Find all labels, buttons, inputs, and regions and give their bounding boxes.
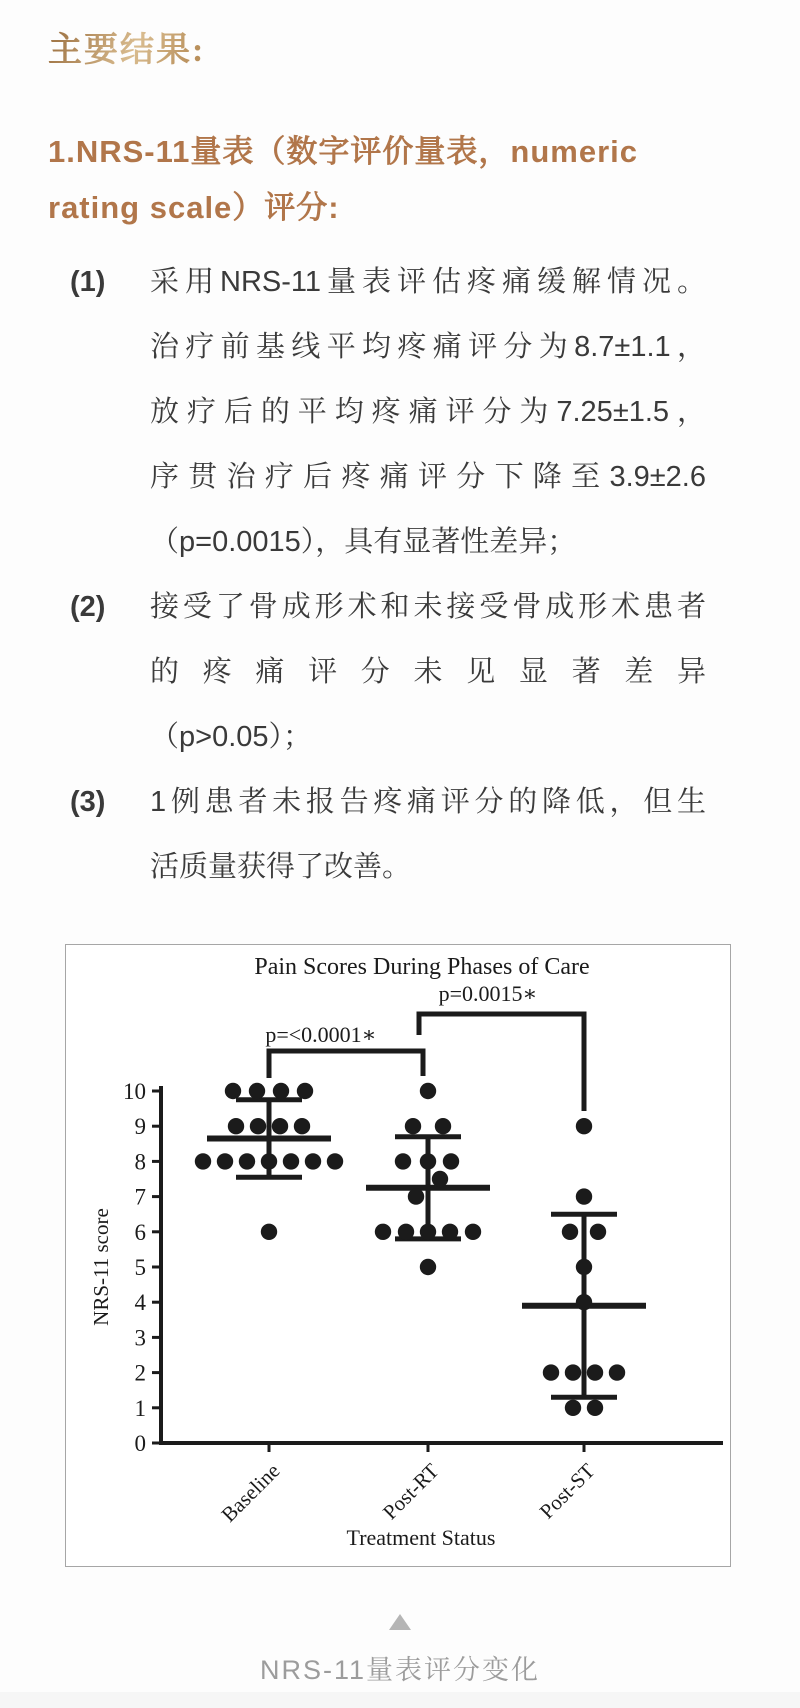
list-marker: (3) xyxy=(70,786,106,818)
scatter-dot xyxy=(420,1224,436,1240)
scatter-dot xyxy=(576,1259,592,1275)
list-line: 1例患者未报告疼痛评分的降低，但生 xyxy=(150,786,706,818)
results-list xyxy=(70,250,706,900)
heading-line-2: rating scale）评分: xyxy=(48,190,340,225)
list-item xyxy=(70,575,706,770)
list-line: 接受了骨成形术和未接受骨成形术患者 xyxy=(150,591,706,623)
scatter-dot xyxy=(565,1364,581,1380)
significance-bracket xyxy=(419,1014,584,1111)
p-value-label: p=<0.0001∗ xyxy=(265,1022,377,1047)
list-item xyxy=(70,770,706,900)
scatter-dot xyxy=(420,1083,436,1099)
scatter-dot xyxy=(576,1294,592,1310)
x-axis-title: Treatment Status xyxy=(346,1525,496,1550)
scatter-dot xyxy=(375,1224,391,1240)
scatter-dot xyxy=(432,1171,448,1187)
scatter-dot xyxy=(195,1153,211,1169)
scatter-dot xyxy=(228,1118,244,1134)
heading-nrs11 xyxy=(48,124,758,236)
scatter-dot xyxy=(420,1153,436,1169)
scatter-dot xyxy=(272,1118,288,1134)
scatter-dot xyxy=(587,1400,603,1416)
list-line: 序贯治疗后疼痛评分下降至3.9±2.6 xyxy=(150,461,706,493)
scatter-dot xyxy=(587,1364,603,1380)
scatter-dot xyxy=(327,1153,343,1169)
scatter-dot xyxy=(398,1224,414,1240)
scatter-dot xyxy=(609,1364,625,1380)
y-tick-label: 9 xyxy=(134,1114,146,1140)
scatter-dot xyxy=(283,1153,299,1169)
scatter-dot xyxy=(420,1259,436,1275)
y-tick-label: 10 xyxy=(123,1079,146,1104)
x-tick-label: Baseline xyxy=(216,1458,285,1527)
heading-line-1: 1.NRS-11量表（数字评价量表，numeric xyxy=(48,134,638,169)
scatter-dot xyxy=(261,1153,277,1169)
y-tick-label: 4 xyxy=(134,1290,146,1316)
y-tick-label: 0 xyxy=(134,1431,146,1456)
y-tick-label: 8 xyxy=(134,1149,146,1175)
significance-bracket xyxy=(269,1051,423,1078)
scatter-dot xyxy=(443,1153,459,1169)
scatter-dot xyxy=(217,1153,233,1169)
scatter-dot xyxy=(395,1153,411,1169)
pain-scores-chart xyxy=(66,945,730,1566)
scatter-dot xyxy=(294,1118,310,1134)
list-line: 治疗前基线平均疼痛评分为8.7±1.1， xyxy=(150,331,706,363)
figure-caption: NRS-11量表评分变化 xyxy=(259,1655,541,1685)
y-tick-label: 1 xyxy=(134,1395,146,1421)
scatter-dot xyxy=(408,1188,424,1204)
scatter-dot xyxy=(239,1153,255,1169)
scatter-dot xyxy=(249,1083,265,1099)
x-tick-label: Post-RT xyxy=(377,1458,444,1525)
chart-title: Pain Scores During Phases of Care xyxy=(254,954,590,980)
list-line: （p>0.05）； xyxy=(150,721,313,753)
list-line: 采用NRS-11量表评估疼痛缓解情况。 xyxy=(150,266,706,298)
list-marker: (1) xyxy=(70,266,106,298)
p-value-label: p=0.0015∗ xyxy=(438,981,538,1006)
scatter-dot xyxy=(565,1400,581,1416)
scatter-dot xyxy=(590,1224,606,1240)
list-line: （p=0.0015），具有显著性差异； xyxy=(150,526,577,558)
section-divider xyxy=(0,1692,800,1708)
scatter-dot xyxy=(261,1224,277,1240)
section-title: 主要结果: xyxy=(48,22,205,71)
x-tick-label: Post-ST xyxy=(534,1458,600,1524)
y-tick-label: 5 xyxy=(134,1255,146,1280)
scatter-dot xyxy=(435,1118,451,1134)
scatter-dot xyxy=(576,1188,592,1204)
list-line: 活质量获得了改善。 xyxy=(150,851,412,883)
scatter-dot xyxy=(297,1083,313,1099)
figure-pain-scores xyxy=(65,944,731,1567)
y-axis-title: NRS-11 score xyxy=(89,1208,113,1326)
scatter-dot xyxy=(442,1224,458,1240)
scatter-dot xyxy=(465,1224,481,1240)
list-line: 的疼痛评分未见显著差异 xyxy=(150,656,706,688)
up-triangle-icon xyxy=(389,1614,411,1630)
list-marker: (2) xyxy=(70,591,106,623)
y-tick-label: 6 xyxy=(134,1219,146,1245)
list-line: 放疗后的平均疼痛评分为7.25±1.5， xyxy=(150,396,706,428)
scatter-dot xyxy=(250,1118,266,1134)
scatter-dot xyxy=(543,1364,559,1380)
scatter-dot xyxy=(305,1153,321,1169)
list-item xyxy=(70,250,706,575)
scatter-dot xyxy=(405,1118,421,1134)
y-tick-label: 7 xyxy=(134,1184,146,1210)
scatter-dot xyxy=(562,1224,578,1240)
scatter-dot xyxy=(576,1118,592,1134)
y-tick-label: 2 xyxy=(134,1360,146,1386)
y-tick-label: 3 xyxy=(134,1325,146,1351)
scatter-dot xyxy=(273,1083,289,1099)
scatter-dot xyxy=(225,1083,241,1099)
